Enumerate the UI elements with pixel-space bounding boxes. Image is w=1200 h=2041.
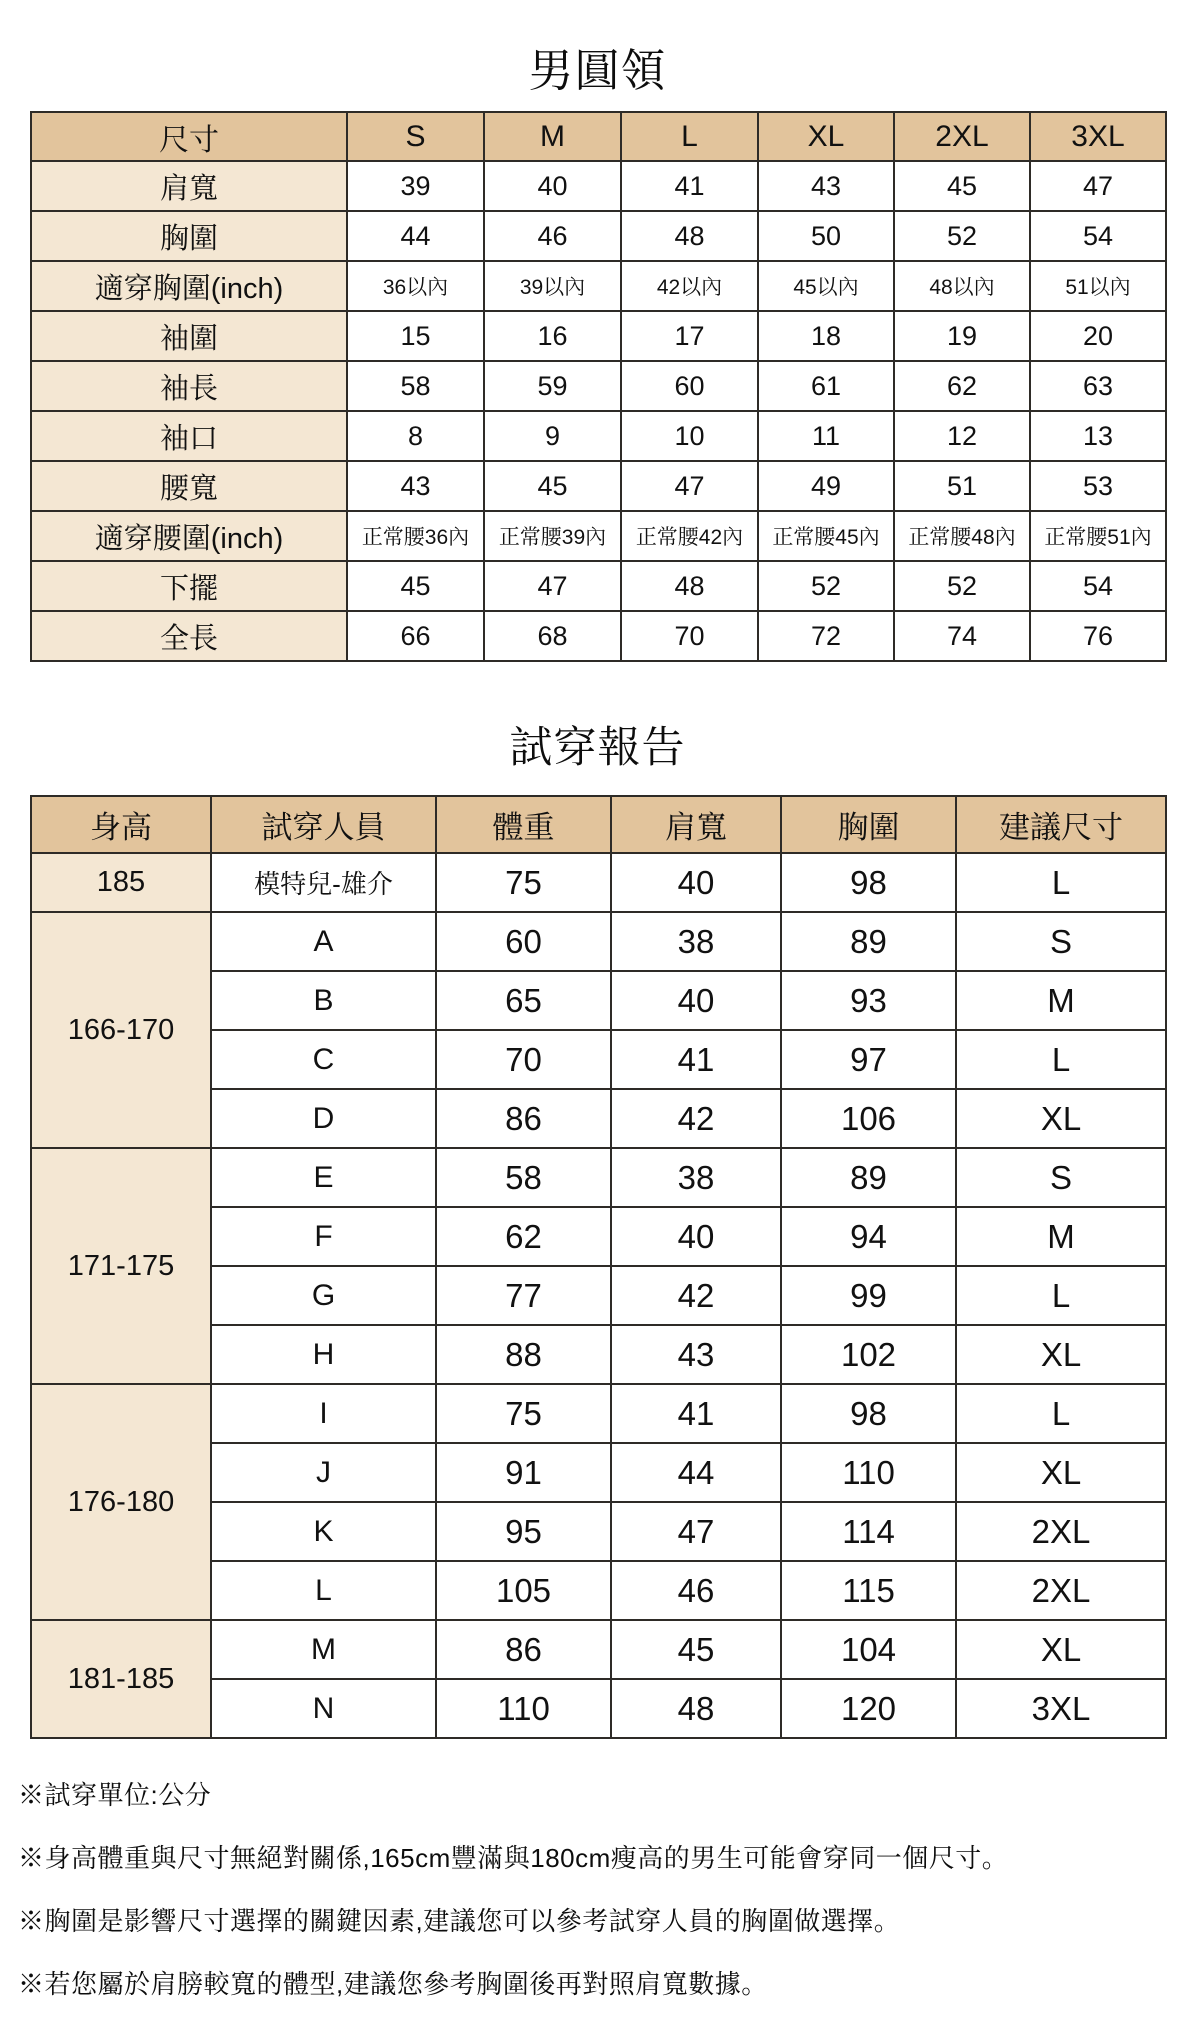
measurement-value: 45 — [894, 161, 1030, 211]
person-cell: D — [211, 1089, 436, 1148]
footnote-chest: ※胸圍是影響尺寸選擇的關鍵因素,建議您可以參考試穿人員的胸圍做選擇。 — [18, 1906, 901, 1936]
measurement-row — [31, 511, 1166, 561]
person-cell: 模特兒-雄介 — [211, 853, 436, 912]
footnote-height-weight: ※身高體重與尺寸無絕對關係,165cm豐滿與180cm瘦高的男生可能會穿同一個尺寸。 — [18, 1843, 1009, 1873]
shoulder-cell: 38 — [611, 912, 781, 971]
size-chart-body — [31, 161, 1166, 661]
measurement-value: 45以內 — [758, 261, 894, 311]
measurement-value: 43 — [758, 161, 894, 211]
measurement-label: 腰寬 — [31, 461, 347, 511]
measurement-row — [31, 311, 1166, 361]
weight-cell: 86 — [436, 1620, 611, 1679]
measurement-value: 正常腰36內 — [347, 511, 484, 561]
chest-cell: 115 — [781, 1561, 956, 1620]
suggested-size-cell: XL — [956, 1620, 1166, 1679]
size-chart-header-row — [31, 112, 1166, 161]
shoulder-cell: 48 — [611, 1679, 781, 1738]
measurement-value: 9 — [484, 411, 621, 461]
measurement-row — [31, 411, 1166, 461]
measurement-value: 62 — [894, 361, 1030, 411]
measurement-value: 53 — [1030, 461, 1166, 511]
person-cell: C — [211, 1030, 436, 1089]
measurement-value: 18 — [758, 311, 894, 361]
measurement-value: 52 — [894, 211, 1030, 261]
suggested-size-cell: M — [956, 971, 1166, 1030]
fitting-column-header: 胸圍 — [781, 796, 956, 853]
measurement-value: 12 — [894, 411, 1030, 461]
person-cell: L — [211, 1561, 436, 1620]
footnote-unit: ※試穿單位:公分 — [18, 1780, 212, 1810]
measurement-value: 正常腰42內 — [621, 511, 758, 561]
measurement-value: 49 — [758, 461, 894, 511]
height-group-cell: 185 — [31, 853, 211, 912]
fitting-row — [31, 853, 1166, 912]
suggested-size-cell: 2XL — [956, 1502, 1166, 1561]
measurement-value: 正常腰51內 — [1030, 511, 1166, 561]
shoulder-cell: 41 — [611, 1384, 781, 1443]
shoulder-cell: 38 — [611, 1148, 781, 1207]
size-column-header: 2XL — [894, 112, 1030, 161]
chest-cell: 120 — [781, 1679, 956, 1738]
suggested-size-cell: XL — [956, 1443, 1166, 1502]
fitting-column-header: 試穿人員 — [211, 796, 436, 853]
measurement-row — [31, 261, 1166, 311]
chest-cell: 102 — [781, 1325, 956, 1384]
measurement-value: 63 — [1030, 361, 1166, 411]
measurement-value: 36以內 — [347, 261, 484, 311]
suggested-size-cell: 2XL — [956, 1561, 1166, 1620]
chest-cell: 89 — [781, 912, 956, 971]
shoulder-cell: 46 — [611, 1561, 781, 1620]
shoulder-cell: 42 — [611, 1266, 781, 1325]
suggested-size-cell: S — [956, 912, 1166, 971]
measurement-value: 48 — [621, 211, 758, 261]
fitting-report-table — [30, 795, 1167, 1739]
chest-cell: 106 — [781, 1089, 956, 1148]
shoulder-cell: 47 — [611, 1502, 781, 1561]
measurement-value: 52 — [894, 561, 1030, 611]
measurement-value: 68 — [484, 611, 621, 661]
shoulder-cell: 43 — [611, 1325, 781, 1384]
shoulder-cell: 42 — [611, 1089, 781, 1148]
measurement-label: 袖長 — [31, 361, 347, 411]
shoulder-cell: 40 — [611, 971, 781, 1030]
weight-cell: 95 — [436, 1502, 611, 1561]
weight-cell: 58 — [436, 1148, 611, 1207]
suggested-size-cell: XL — [956, 1325, 1166, 1384]
measurement-value: 50 — [758, 211, 894, 261]
shoulder-cell: 44 — [611, 1443, 781, 1502]
fitting-column-header: 身高 — [31, 796, 211, 853]
size-column-header: XL — [758, 112, 894, 161]
measurement-value: 70 — [621, 611, 758, 661]
measurement-label: 下擺 — [31, 561, 347, 611]
suggested-size-cell: 3XL — [956, 1679, 1166, 1738]
person-cell: K — [211, 1502, 436, 1561]
height-group-cell: 181-185 — [31, 1620, 211, 1738]
measurement-value: 39 — [347, 161, 484, 211]
size-column-header: M — [484, 112, 621, 161]
measurement-row — [31, 611, 1166, 661]
suggested-size-cell: L — [956, 1384, 1166, 1443]
suggested-size-cell: L — [956, 1030, 1166, 1089]
measurement-value: 11 — [758, 411, 894, 461]
suggested-size-cell: M — [956, 1207, 1166, 1266]
person-cell: F — [211, 1207, 436, 1266]
measurement-value: 16 — [484, 311, 621, 361]
shoulder-cell: 45 — [611, 1620, 781, 1679]
chest-cell: 99 — [781, 1266, 956, 1325]
measurement-value: 66 — [347, 611, 484, 661]
measurement-value: 40 — [484, 161, 621, 211]
height-group-cell: 171-175 — [31, 1148, 211, 1384]
chest-cell: 93 — [781, 971, 956, 1030]
measurement-value: 58 — [347, 361, 484, 411]
weight-cell: 105 — [436, 1561, 611, 1620]
measurement-value: 76 — [1030, 611, 1166, 661]
size-chart-corner-header: 尺寸 — [31, 112, 347, 161]
chest-cell: 97 — [781, 1030, 956, 1089]
person-cell: H — [211, 1325, 436, 1384]
measurement-value: 39以內 — [484, 261, 621, 311]
weight-cell: 77 — [436, 1266, 611, 1325]
measurement-row — [31, 211, 1166, 261]
height-group-cell: 176-180 — [31, 1384, 211, 1620]
measurement-label: 肩寬 — [31, 161, 347, 211]
page-title: 男圓領 — [528, 45, 667, 96]
person-cell: A — [211, 912, 436, 971]
measurement-label: 胸圍 — [31, 211, 347, 261]
fitting-column-header: 體重 — [436, 796, 611, 853]
measurement-value: 13 — [1030, 411, 1166, 461]
measurement-row — [31, 561, 1166, 611]
measurement-value: 51以內 — [1030, 261, 1166, 311]
weight-cell: 86 — [436, 1089, 611, 1148]
chest-cell: 89 — [781, 1148, 956, 1207]
weight-cell: 75 — [436, 1384, 611, 1443]
shoulder-cell: 40 — [611, 853, 781, 912]
measurement-row — [31, 161, 1166, 211]
measurement-value: 正常腰39內 — [484, 511, 621, 561]
fitting-column-header: 肩寬 — [611, 796, 781, 853]
fitting-report-body — [31, 853, 1166, 1738]
suggested-size-cell: L — [956, 853, 1166, 912]
weight-cell: 75 — [436, 853, 611, 912]
measurement-value: 8 — [347, 411, 484, 461]
fitting-report-title: 試穿報告 — [509, 724, 686, 772]
measurement-value: 47 — [484, 561, 621, 611]
weight-cell: 88 — [436, 1325, 611, 1384]
chest-cell: 104 — [781, 1620, 956, 1679]
person-cell: I — [211, 1384, 436, 1443]
size-chart-table — [30, 111, 1167, 662]
measurement-value: 54 — [1030, 211, 1166, 261]
person-cell: J — [211, 1443, 436, 1502]
size-column-header: L — [621, 112, 758, 161]
measurement-value: 10 — [621, 411, 758, 461]
footnotes — [18, 1775, 1170, 2001]
measurement-value: 54 — [1030, 561, 1166, 611]
measurement-value: 44 — [347, 211, 484, 261]
size-column-header: S — [347, 112, 484, 161]
measurement-value: 正常腰48內 — [894, 511, 1030, 561]
measurement-label: 袖口 — [31, 411, 347, 461]
measurement-value: 48 — [621, 561, 758, 611]
weight-cell: 70 — [436, 1030, 611, 1089]
fitting-row — [31, 1148, 1166, 1207]
measurement-value: 61 — [758, 361, 894, 411]
weight-cell: 62 — [436, 1207, 611, 1266]
measurement-value: 48以內 — [894, 261, 1030, 311]
suggested-size-cell: S — [956, 1148, 1166, 1207]
measurement-row — [31, 461, 1166, 511]
measurement-value: 52 — [758, 561, 894, 611]
fitting-row — [31, 1384, 1166, 1443]
measurement-value: 17 — [621, 311, 758, 361]
size-column-header: 3XL — [1030, 112, 1166, 161]
measurement-label: 適穿腰圍(inch) — [31, 511, 347, 561]
measurement-value: 74 — [894, 611, 1030, 661]
measurement-value: 15 — [347, 311, 484, 361]
footnote-shoulder: ※若您屬於肩膀較寬的體型,建議您參考胸圍後再對照肩寬數據。 — [18, 1969, 768, 1999]
measurement-value: 20 — [1030, 311, 1166, 361]
measurement-value: 43 — [347, 461, 484, 511]
measurement-label: 適穿胸圍(inch) — [31, 261, 347, 311]
fitting-report-header-row — [31, 796, 1166, 853]
fitting-column-header: 建議尺寸 — [956, 796, 1166, 853]
measurement-value: 19 — [894, 311, 1030, 361]
measurement-value: 46 — [484, 211, 621, 261]
height-group-cell: 166-170 — [31, 912, 211, 1148]
measurement-value: 51 — [894, 461, 1030, 511]
shoulder-cell: 40 — [611, 1207, 781, 1266]
measurement-label: 全長 — [31, 611, 347, 661]
fitting-row — [31, 912, 1166, 971]
chest-cell: 94 — [781, 1207, 956, 1266]
measurement-label: 袖圍 — [31, 311, 347, 361]
chest-cell: 98 — [781, 853, 956, 912]
measurement-value: 42以內 — [621, 261, 758, 311]
weight-cell: 110 — [436, 1679, 611, 1738]
measurement-value: 47 — [1030, 161, 1166, 211]
measurement-value: 45 — [347, 561, 484, 611]
person-cell: B — [211, 971, 436, 1030]
suggested-size-cell: XL — [956, 1089, 1166, 1148]
measurement-value: 59 — [484, 361, 621, 411]
weight-cell: 60 — [436, 912, 611, 971]
measurement-row — [31, 361, 1166, 411]
chest-cell: 114 — [781, 1502, 956, 1561]
weight-cell: 65 — [436, 971, 611, 1030]
weight-cell: 91 — [436, 1443, 611, 1502]
person-cell: N — [211, 1679, 436, 1738]
person-cell: G — [211, 1266, 436, 1325]
fitting-row — [31, 1620, 1166, 1679]
measurement-value: 正常腰45內 — [758, 511, 894, 561]
chest-cell: 98 — [781, 1384, 956, 1443]
measurement-value: 72 — [758, 611, 894, 661]
person-cell: M — [211, 1620, 436, 1679]
measurement-value: 60 — [621, 361, 758, 411]
suggested-size-cell: L — [956, 1266, 1166, 1325]
size-guide-page — [0, 34, 1200, 2001]
measurement-value: 47 — [621, 461, 758, 511]
shoulder-cell: 41 — [611, 1030, 781, 1089]
chest-cell: 110 — [781, 1443, 956, 1502]
person-cell: E — [211, 1148, 436, 1207]
measurement-value: 41 — [621, 161, 758, 211]
measurement-value: 45 — [484, 461, 621, 511]
